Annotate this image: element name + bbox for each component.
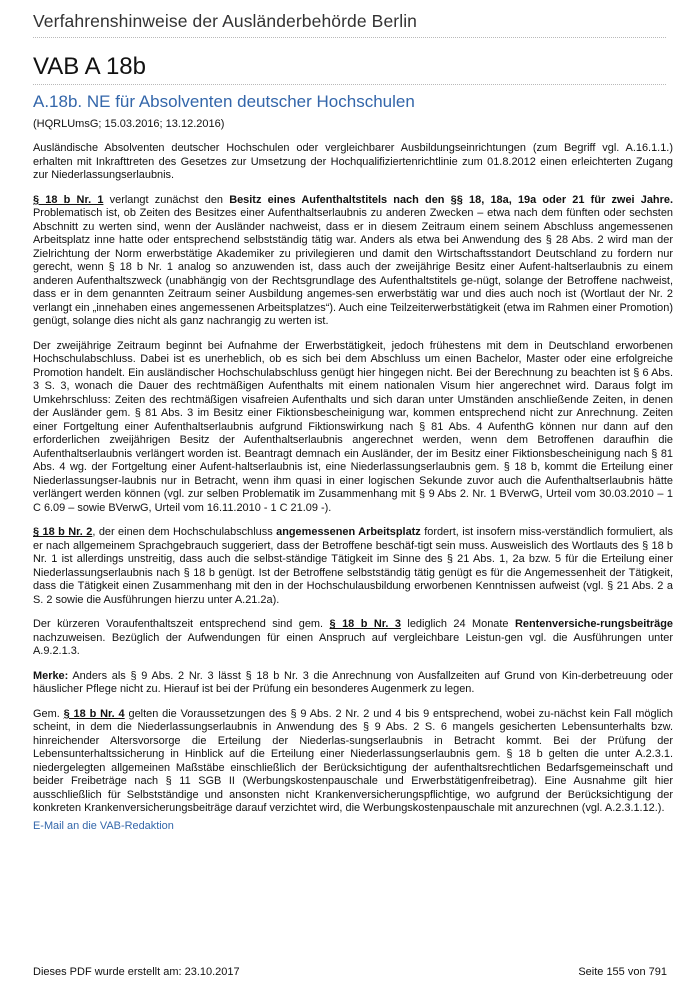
header-divider [33, 37, 666, 38]
note-label: Merke: [33, 669, 69, 682]
body-text [33, 142, 673, 833]
email-editorial-link[interactable]: E-Mail an die VAB-Redaktion [33, 819, 174, 832]
paragraph-period: Der zweijährige Zeitraum beginnt bei Aufnahme der Erwerbstätigkeit, jedoch frühestens mit dem in Deutschland erworbenen Hochschulabschluss. Dabei ist es unerheblich, ob es sich bei dem Abschluss um einen Bachelor, Master oder eine erfolgreiche Promotion handelt. Ein ausländischer Hochschulabschluss genügt hier hingegen nicht. Bei der Berechnung zu beachten ist § 6 Abs. 3 S. 3, wonach die Dauer des rechtmäßigen Aufenthalts mit einem nationalen Visum hier angerechnet wird. Daraus folgt im Umkehrschluss: Zeiten des rechtmäßigen visafreien Aufenthalts und sich daran unter Umständen anschließende Zeiten, in denen der Ausländer gem. § 81 Abs. 3 im Besitz einer Fiktionsbescheinigung war, kommen entsprechend nicht zur Anrechnung. Zeiten einer Fortgeltung einer Aufenthaltserlaubnis aufgrund Fiktionswirkung nach § 81 Abs. 4 AufenthG können nur dann auf den erforderlichen zweijährigen Besitz der Aufenthaltserlaubnis angerechnet werden, wenn dem Betroffenen daraufhin die Aufenthaltserlaubnis verlängert worden ist. Beantragt demnach ein Ausländer, der im Besitz einer Fiktionsbescheinigung nach § 81 Abs. 4 wg. der Fortgeltung einer Aufent-haltserlaubnis ist, eine Niederlassungserlaubnis gem. § 18 b, kommt die Erteilung einer Niederlassungser-laubnis nur in Betracht, wenn ihm quasi in einer logischen Sekunde zuvor auch die Aufenthaltserlaubnis hätte verlängert werden können (vgl. zur selben Problematik im Zusammenhang mit § 9 Abs 2. Nr. 1 BVerwG, Urteil vom 30.03.2010 – 1 C 6.09 – sowie BVerwG, Urteil vom 16.11.2010 - 1 C 21.09 -). [33, 339, 673, 514]
paragraph-nr2: § 18 b Nr. 2, der einen dem Hochschulabschluss angemessenen Arbeitsplatz fordert, ist insofern miss-verständlich formuliert, als er nach allgemeinem Sprachgebrauch suggeriert, dass der Betroffene beschäf-tigt sein muss. Ausweislich des Wortlauts des § 18 b Nr. 1 ist allerdings unstreitig, dass auch die selbst-ständige Tätigkeit im Sinne des § 21 Abs. 1, 2a bzw. 5 für die Erteilung einer Niederlassungserlaubnis nach § 18 b genügt. Ist der Betroffene selbstständig tätig genügt es für die Angemessenheit der Tätigkeit, dass die Tätigkeit einen Zusammenhang mit den in der Hochschulausbildung erworbenen Kenntnissen aufweist (vgl. § 21 Abs. 2 a S. 2 sowie die Ausführungen hierzu unter A.21.2a). [33, 526, 673, 606]
paragraph-intro: Ausländische Absolventen deutscher Hochschulen oder vergleichbarer Ausbildungseinrichtungen (zum Begriff vgl. A.16.1.1.) erhalten mit Inkrafttreten des Gesetzes zur Umsetzung der Hochqualifiziertenrichtlinie zum 01.8.2012 einen erleichterten Zugang zur Niederlassungserlaubnis. [33, 142, 673, 181]
document-title: VAB A 18b [33, 53, 146, 80]
emphasis: Besitz eines Aufenthaltstitels nach den §§ 18, 18a, 19a oder 21 für zwei Jahre. [229, 193, 673, 206]
legal-reference: § 18 b Nr. 2 [33, 526, 93, 538]
legal-reference: § 18 b Nr. 1 [33, 193, 104, 206]
paragraph-note: Merke: Anders als § 9 Abs. 2 Nr. 3 lässt § 18 b Nr. 3 die Anrechnung von Ausfallzeiten auf Grund von Kin-derbetreuung oder häuslicher Pflege nicht zu. Hierauf ist bei der Prüfung ein besonderes Augenmerk zu legen. [33, 669, 673, 695]
legal-reference: § 18 b Nr. 3 [329, 618, 401, 630]
section-heading: A.18b. NE für Absolventen deutscher Hochschulen [33, 92, 415, 111]
paragraph-nr1: § 18 b Nr. 1 verlangt zunächst den Besitz eines Aufenthaltstitels nach den §§ 18, 18a, 19a oder 21 für zwei Jahre. Problematisch ist, ob Zeiten des Besitzes einer Aufenthaltserlaubnis zu anderen Zwecken – etwa nach dem fünften oder sechsten Abschnitt zu werten sind, wenn der Ausländer nachweist, dass er in diesem Zeitraum einem seinem Abschluss angemessenen Arbeitsplatz inne hatte oder entsprechend selbstständig tätig war. Anders als etwa bei Anwendung des § 28 Abs. 2 wird man der Zielrichtung der Norm erwerbstätige Akademiker zu privilegieren und damit den Wirtschaftsstandort Deutschland zu fordern nur gerecht, wenn § 18 b Nr. 1 analog so anzuwenden ist, dass auch der zweijährige Besitz einer Aufent-haltserlaubnis zu einem anderen Aufenthaltszweck (unabhängig von der Rechtsgrundlage des Aufenthaltstitels ge-nügt, solange der Betroffene nachweist, dass er in dem genannten Zeitraum seiner Ausbildung angemes-sen erwerbstätig war und dies auch noch ist (Wortlaut der Nr. 2 verlangt ein „innehaben eines angemessenen Arbeitsplatzes“). Auch eine Teilzeiterwerbstätigkeit (etwa im Rahmen einer Promotion) genügt, solange dies nicht als ganz nachrangig zu werten ist. [33, 193, 673, 327]
emphasis: angemessenen Arbeitsplatz [276, 526, 421, 538]
revision-dates: (HQRLUmsG; 15.03.2016; 13.12.2016) [33, 118, 225, 130]
footer-page-number: Seite 155 von 791 [578, 966, 667, 978]
paragraph-nr3: Der kürzeren Voraufenthaltszeit entsprechend sind gem. § 18 b Nr. 3 lediglich 24 Monate Rentenversiche-rungsbeiträge nachzuweisen. Bezüglich der Aufwendungen für einen Anspruch auf vergleichbare Leistun-gen vgl. die Ausführungen unter A.9.2.1.3. [33, 618, 674, 657]
legal-reference: § 18 b Nr. 4 [63, 707, 125, 720]
site-header-title: Verfahrenshinweise der Ausländerbehörde Berlin [33, 11, 418, 31]
paragraph-nr4: Gem. § 18 b Nr. 4 gelten die Voraussetzungen des § 9 Abs. 2 Nr. 2 und 4 bis 9 entsprechend, wobei zu-nächst kein Fall möglich scheint, in dem die Niederlassungserlaubnis in Anwendung des § 9 Abs. 2 S. 6 mangels gesicherten Lebensunterhalts bzw. hinreichender Altersvorsorge die Erteilung der Niederlas-sungserlaubnis in Betracht kommt. Bei der Prüfung der Lebensunterhaltssicherung in Hinblick auf die Erteilung einer Niederlassungserlaubnis gem. § 18 b gelten die unter A.2.3.1. niedergelegten allgemeinen Maßstäbe einschließlich der Berücksichtigung der aufenthaltsrechtlichen Bedarfsgemeinschaft und beider Freibeträge nach § 11 SGB II (Werbungskostenpauschale und Erwerbstätigenfreibetrag). Eine Ausnahme gilt hier ausschließlich für Selbstständige und ansonsten nicht Krankenversicherungspflichtige, wo aufgrund der Berücksichtigung der konkreten Krankenversicherungsbeiträge darauf verzichtet wird, die Werbungskostenpauschale mit anzurechnen (vgl. A.2.3.1.12.). [33, 707, 674, 814]
emphasis: Rentenversiche-rungsbeiträge [514, 618, 674, 630]
footer-created-date: Dieses PDF wurde erstellt am: 23.10.2017 [33, 966, 240, 978]
title-divider [33, 84, 666, 85]
